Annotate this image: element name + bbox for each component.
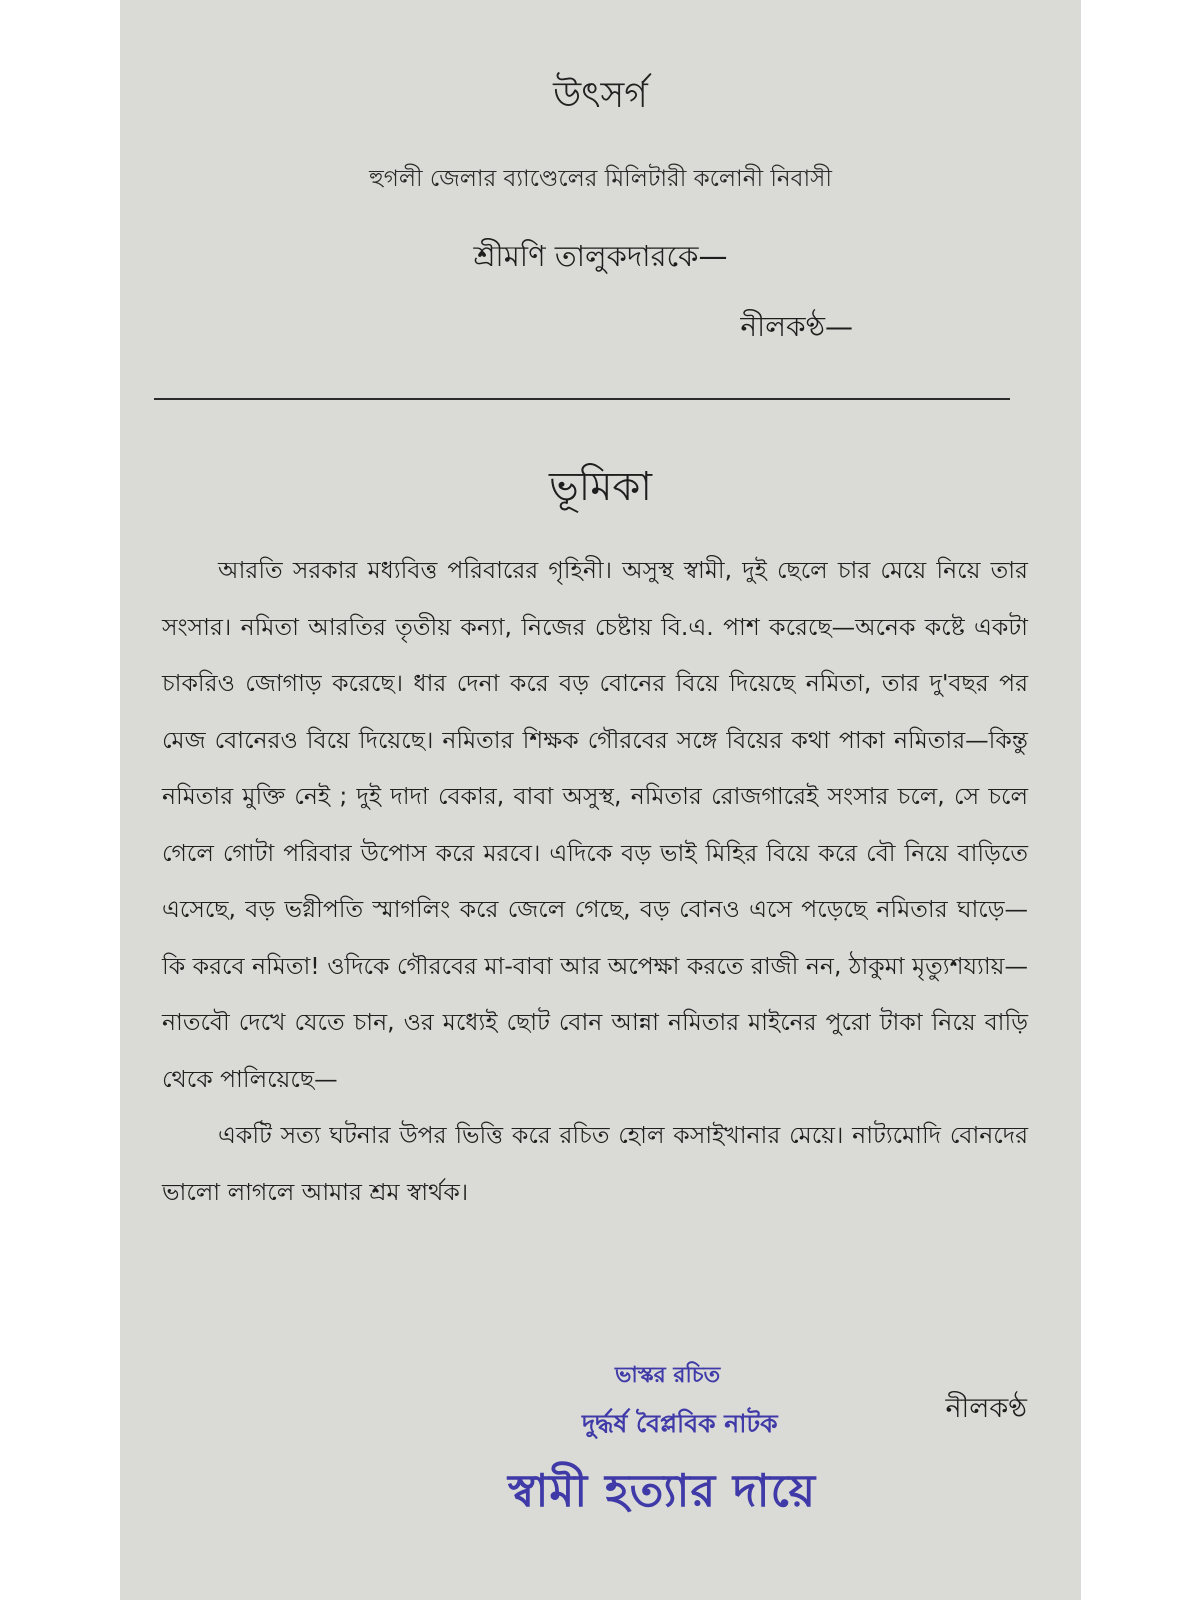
- preface-signature: নীলকণ্ঠ: [945, 1393, 1027, 1424]
- dedication-recipient: শ্রীমণি তালুকদারকে—: [473, 239, 728, 273]
- dedication-line: হুগলী জেলার ব্যাণ্ডেলের মিলিটারী কলোনী নিবাসী: [369, 166, 832, 192]
- dedication-signature: নীলকণ্ঠ—: [740, 310, 853, 343]
- preface-body: [162, 542, 1028, 1220]
- ink-stamp-line: দুর্দ্ধর্ষ বৈপ্লবিক নাটক: [582, 1409, 778, 1438]
- ink-stamp-title: স্বামী হত্যার দায়ে: [508, 1464, 817, 1517]
- dedication-title: উৎসর্গ: [553, 75, 648, 116]
- ink-stamp-line: ভাস্কর রচিত: [615, 1363, 721, 1388]
- preface-paragraph: একটি সত্য ঘটনার উপর ভিত্তি করে রচিত হোল কসাইখানার মেয়ে। নাট্যমোদি বোনদের ভালো লাগলে আমার শ্রম স্বার্থক।: [162, 1121, 1028, 1206]
- section-divider: [154, 398, 1010, 400]
- preface-title: ভূমিকা: [548, 464, 653, 510]
- preface-paragraph: আরতি সরকার মধ্যবিত্ত পরিবারের গৃহিনী। অসুস্থ স্বামী, দুই ছেলে চার মেয়ে নিয়ে তার সংসার। নমিতা আরতির তৃতীয় কন্যা, নিজের চেষ্টায় বি.এ. পাশ করেছে—অনেক কষ্টে একটা চাকরিও জোগাড় করেছে। ধার দেনা করে বড় বোনের বিয়ে দিয়েছে নমিতা, তার দু'বছর পর মেজ বোনেরও বিয়ে দিয়েছে। নমিতার শিক্ষক গৌরবের সঙ্গে বিয়ের কথা পাকা নমিতার—কিন্তু নমিতার মুক্তি নেই ; দুই দাদা বেকার, বাবা অসুস্থ, নমিতার রোজগারেই সংসার চলে, সে চলে গেলে গোটা পরিবার উপোস করে মরবে। এদিকে বড় ভাই মিহির বিয়ে করে বৌ নিয়ে বাড়িতে এসেছে, বড় ভগ্নীপতি স্মাগলিং করে জেলে গেছে, বড় বোনও এসে পড়েছে নমিতার ঘাড়ে—কি করবে নমিতা! ওদিকে গৌরবের মা-বাবা আর অপেক্ষা করতে রাজী নন, ঠাকুমা মৃত্যুশয্যায়—নাতবৌ দেখে যেতে চান, ওর মধ্যেই ছোট বোন আন্না নমিতার মাইনের পুরো টাকা নিয়ে বাড়ি থেকে পালিয়েছে—: [162, 556, 1028, 1093]
- book-page: [120, 0, 1081, 1600]
